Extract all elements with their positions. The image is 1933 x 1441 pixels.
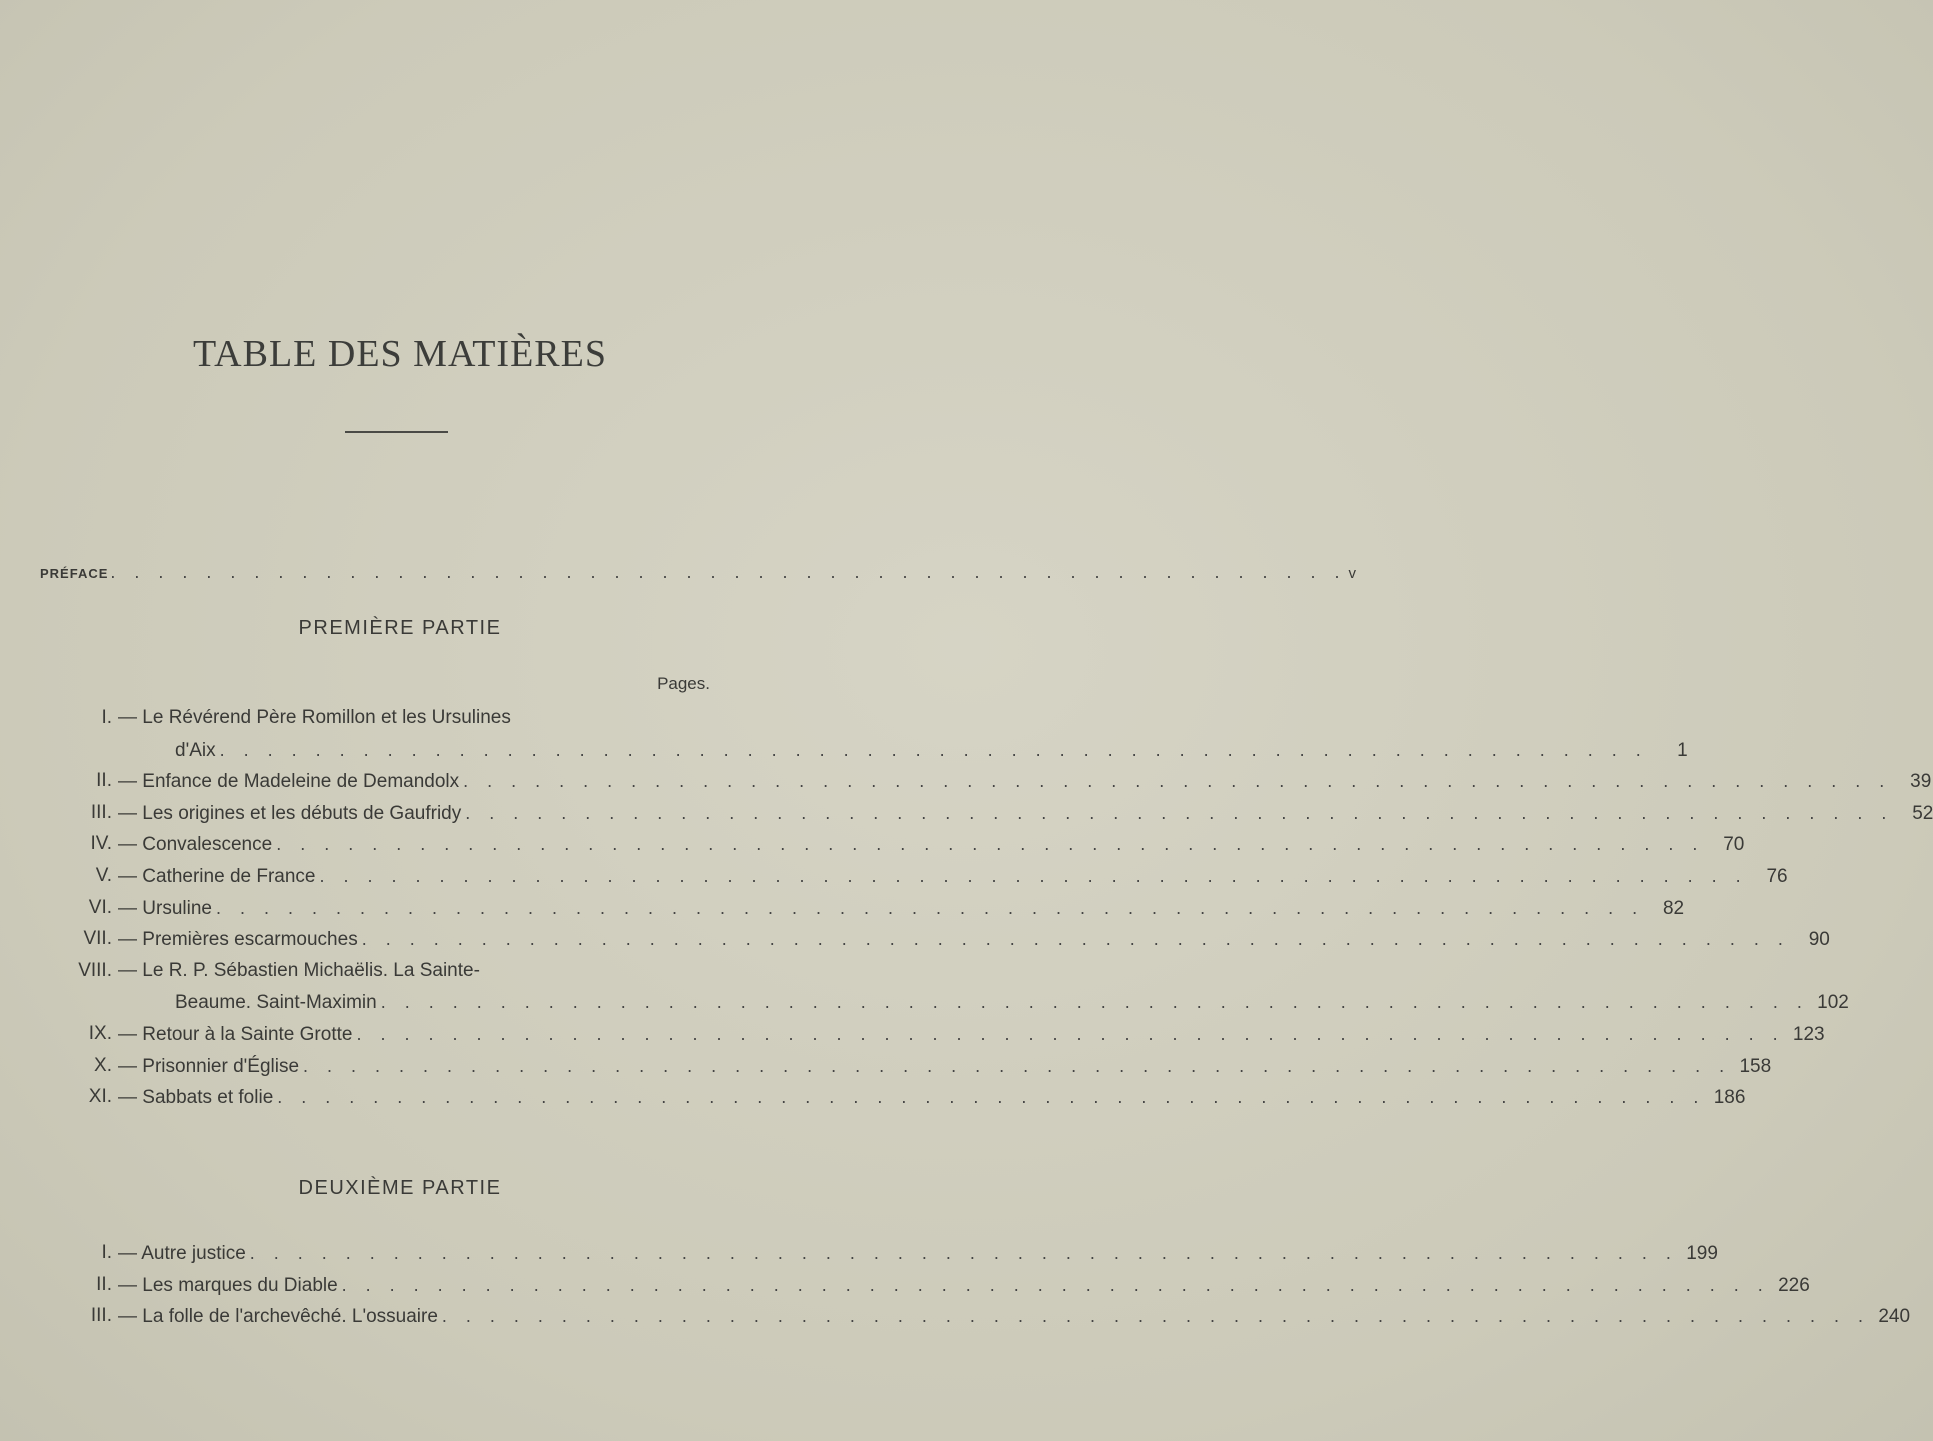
toc-entry xyxy=(0,926,1830,952)
page-number: 76 xyxy=(1766,866,1788,887)
page-number: 186 xyxy=(1713,1087,1746,1109)
page-number: 123 xyxy=(1792,1024,1825,1045)
dot-leader: . . . . . . . . . . . . . . . . . . . . . . . . . . . . . . . . . . . . . . . . . . . . . . . . . . . . . . . . . . . . xyxy=(356,1024,1785,1044)
chapter-title: — Retour à la Sainte Grotte xyxy=(118,1024,353,1045)
pages-column-label: Pages. xyxy=(657,674,710,693)
toc-entry-continuation xyxy=(0,989,1849,1015)
toc-entry xyxy=(0,705,800,731)
toc-entry xyxy=(0,1303,1911,1329)
chapter-number: I. xyxy=(101,707,112,728)
chapter-number: VI. xyxy=(88,896,112,918)
toc-entry xyxy=(0,1272,1810,1298)
chapter-title: — Autre justice xyxy=(118,1243,246,1264)
dot-leader: . . . . . . . . . . . . . . . . . . . . . . . . . . . . . . . . . . . . . . . . . . . . . . . . . . . . . . . . . . . . xyxy=(465,802,1894,823)
page-number: 199 xyxy=(1686,1243,1718,1264)
dot-leader: . . . . . . . . . . . . . . . . . . . . . . . . . . . . . . . . . . . . . . . . . . . . . . . . . . . . . . . . . . . . xyxy=(319,866,1748,886)
dot-leader: . . . . . . . . . . . . . . . . . . . . . . . . . . . . . . . . . . . . . . . . . . . . . . . . . . . . . . . . . . . . xyxy=(341,1274,1770,1295)
toc-entry xyxy=(0,768,1932,794)
toc-entry xyxy=(0,800,1933,826)
chapter-title: — Premières escarmouches xyxy=(118,929,358,951)
part1-heading: PREMIÈRE PARTIE xyxy=(298,617,502,639)
page-number: 240 xyxy=(1878,1306,1911,1327)
toc-entry xyxy=(0,1021,1825,1047)
chapter-number: VIII. xyxy=(78,959,112,981)
dot-leader: . . . . . . . . . . . . . . . . . . . . . . . . . . . . . . . . . . . . . . . . . . . . . . . . . . . . . . . . . . . . xyxy=(276,834,1705,855)
toc-entry xyxy=(0,895,1685,921)
page-number: 102 xyxy=(1817,992,1849,1014)
page-number: 90 xyxy=(1808,929,1830,951)
toc-entry xyxy=(0,831,1745,857)
dot-leader: . . . . . . . . . . . . . . . . . . . . . . . . . . . . . . . . . . . . . . . . . . . . . . . . . . . . . . . . . . . . xyxy=(249,1243,1678,1263)
chapter-number: IV. xyxy=(90,833,112,855)
page-number: 82 xyxy=(1662,897,1685,919)
toc-entry xyxy=(0,1084,1746,1110)
chapter-number: X. xyxy=(94,1054,112,1076)
page-number: 52 xyxy=(1912,802,1933,824)
chapter-title: — Les marques du Diable xyxy=(118,1274,338,1296)
toc-entry xyxy=(0,1053,1772,1079)
dot-leader: . . . . . . . . . . . . . . . . . . . . . . . . . . . . . . . . . . . . . . . . . . . . . . . . . . . . . . . . . . . . xyxy=(380,992,1809,1013)
chapter-number: II. xyxy=(96,770,112,792)
chapter-title: — Convalescence xyxy=(118,834,273,856)
dot-leader: . . . . . . . . . . . . . . . . . . . . . . . . . . . . . . . . . . . . . . . . . . . . . . . . . . . . . . . . . . . . xyxy=(303,1055,1732,1076)
chapter-title: — Le Révérend Père Romillon et les Ursulines xyxy=(118,707,511,728)
dot-leader: . . . . . . . . . . . . . . . . . . . . . . . . . . . . . . . . . . . . . . . . . . . . . . . . . . . . . . . . . . . . xyxy=(441,1306,1871,1326)
dot-leader: . . . . . . . . . . . . . . . . . . . . . . . . . . . . . . . . . . . . . . . . . . . . . . . . . . . . . . . . . . . . xyxy=(361,929,1790,950)
chapter-title-continued: d'Aix xyxy=(175,739,216,761)
page-number: 226 xyxy=(1778,1274,1810,1296)
chapter-number: VII. xyxy=(83,928,112,950)
chapter-title: — Les origines et les débuts de Gaufridy xyxy=(118,802,462,824)
dot-leader: . . . . . . . . . . . . . . . . . . . . . . . . . . . . . . . . . . . . . . . . . . . . . . . . . . . . . . . . . . . . xyxy=(463,771,1892,792)
preface-label: PRÉFACE xyxy=(40,566,109,581)
toc-entry xyxy=(0,958,800,984)
chapter-title: — Enfance de Madeleine de Demandolx xyxy=(118,771,460,793)
chapter-title-continued: Beaume. Saint-Maximin xyxy=(175,992,377,1014)
chapter-title: — Ursuline xyxy=(118,897,212,919)
toc-entry xyxy=(0,863,1788,889)
chapter-number: V. xyxy=(95,865,112,886)
preface-entry xyxy=(40,562,1357,584)
page-title: TABLE DES MATIÈRES xyxy=(193,333,607,375)
toc-entry-continuation xyxy=(0,737,1688,763)
part2-heading: DEUXIÈME PARTIE xyxy=(298,1177,502,1199)
chapter-title: — Sabbats et folie xyxy=(118,1087,274,1109)
chapter-title: — Catherine de France xyxy=(118,866,316,887)
title-rule xyxy=(345,431,448,433)
preface-page: v xyxy=(1348,565,1357,582)
page-number: 70 xyxy=(1723,834,1745,856)
page-number: 1 xyxy=(1677,739,1688,761)
chapter-number: III. xyxy=(90,1305,112,1326)
chapter-title: — La folle de l'archevêché. L'ossuaire xyxy=(118,1306,438,1327)
dot-leader: . . . . . . . . . . . . . . . . . . . . . . . . . . . . . . . . . . . . . . . . . . . . . . . . . . . . . . . . . . . . xyxy=(215,897,1645,918)
chapter-number: III. xyxy=(90,801,112,823)
chapter-number: IX. xyxy=(88,1023,112,1044)
toc-entry xyxy=(0,1240,1718,1266)
chapter-number: XI. xyxy=(88,1086,112,1108)
chapter-number: II. xyxy=(96,1273,112,1295)
dot-leader: . . . . . . . . . . . . . . . . . . . . . . . . . . . . . . . . . . . . . . . . . . . . . . . . . . . . . . . . . . . . xyxy=(277,1087,1706,1108)
page-number: 39 xyxy=(1910,771,1932,793)
chapter-title: — Le R. P. Sébastien Michaëlis. La Sainte- xyxy=(118,959,480,981)
dot-leader: . . . . . . . . . . . . . . . . . . . . . . . . . . . . . . . . . . . . . . . . . . . . . . . . . . . . . . . . . . . . xyxy=(219,739,1648,760)
chapter-number: I. xyxy=(101,1242,112,1263)
dot-leader: . . . . . . . . . . . . . . . . . . . . . . . . . . . . . . . . . . . . . . . . . . . . . . . . . . . . xyxy=(110,562,1347,582)
page-number: 158 xyxy=(1739,1055,1772,1077)
chapter-title: — Prisonnier d'Église xyxy=(118,1055,300,1077)
